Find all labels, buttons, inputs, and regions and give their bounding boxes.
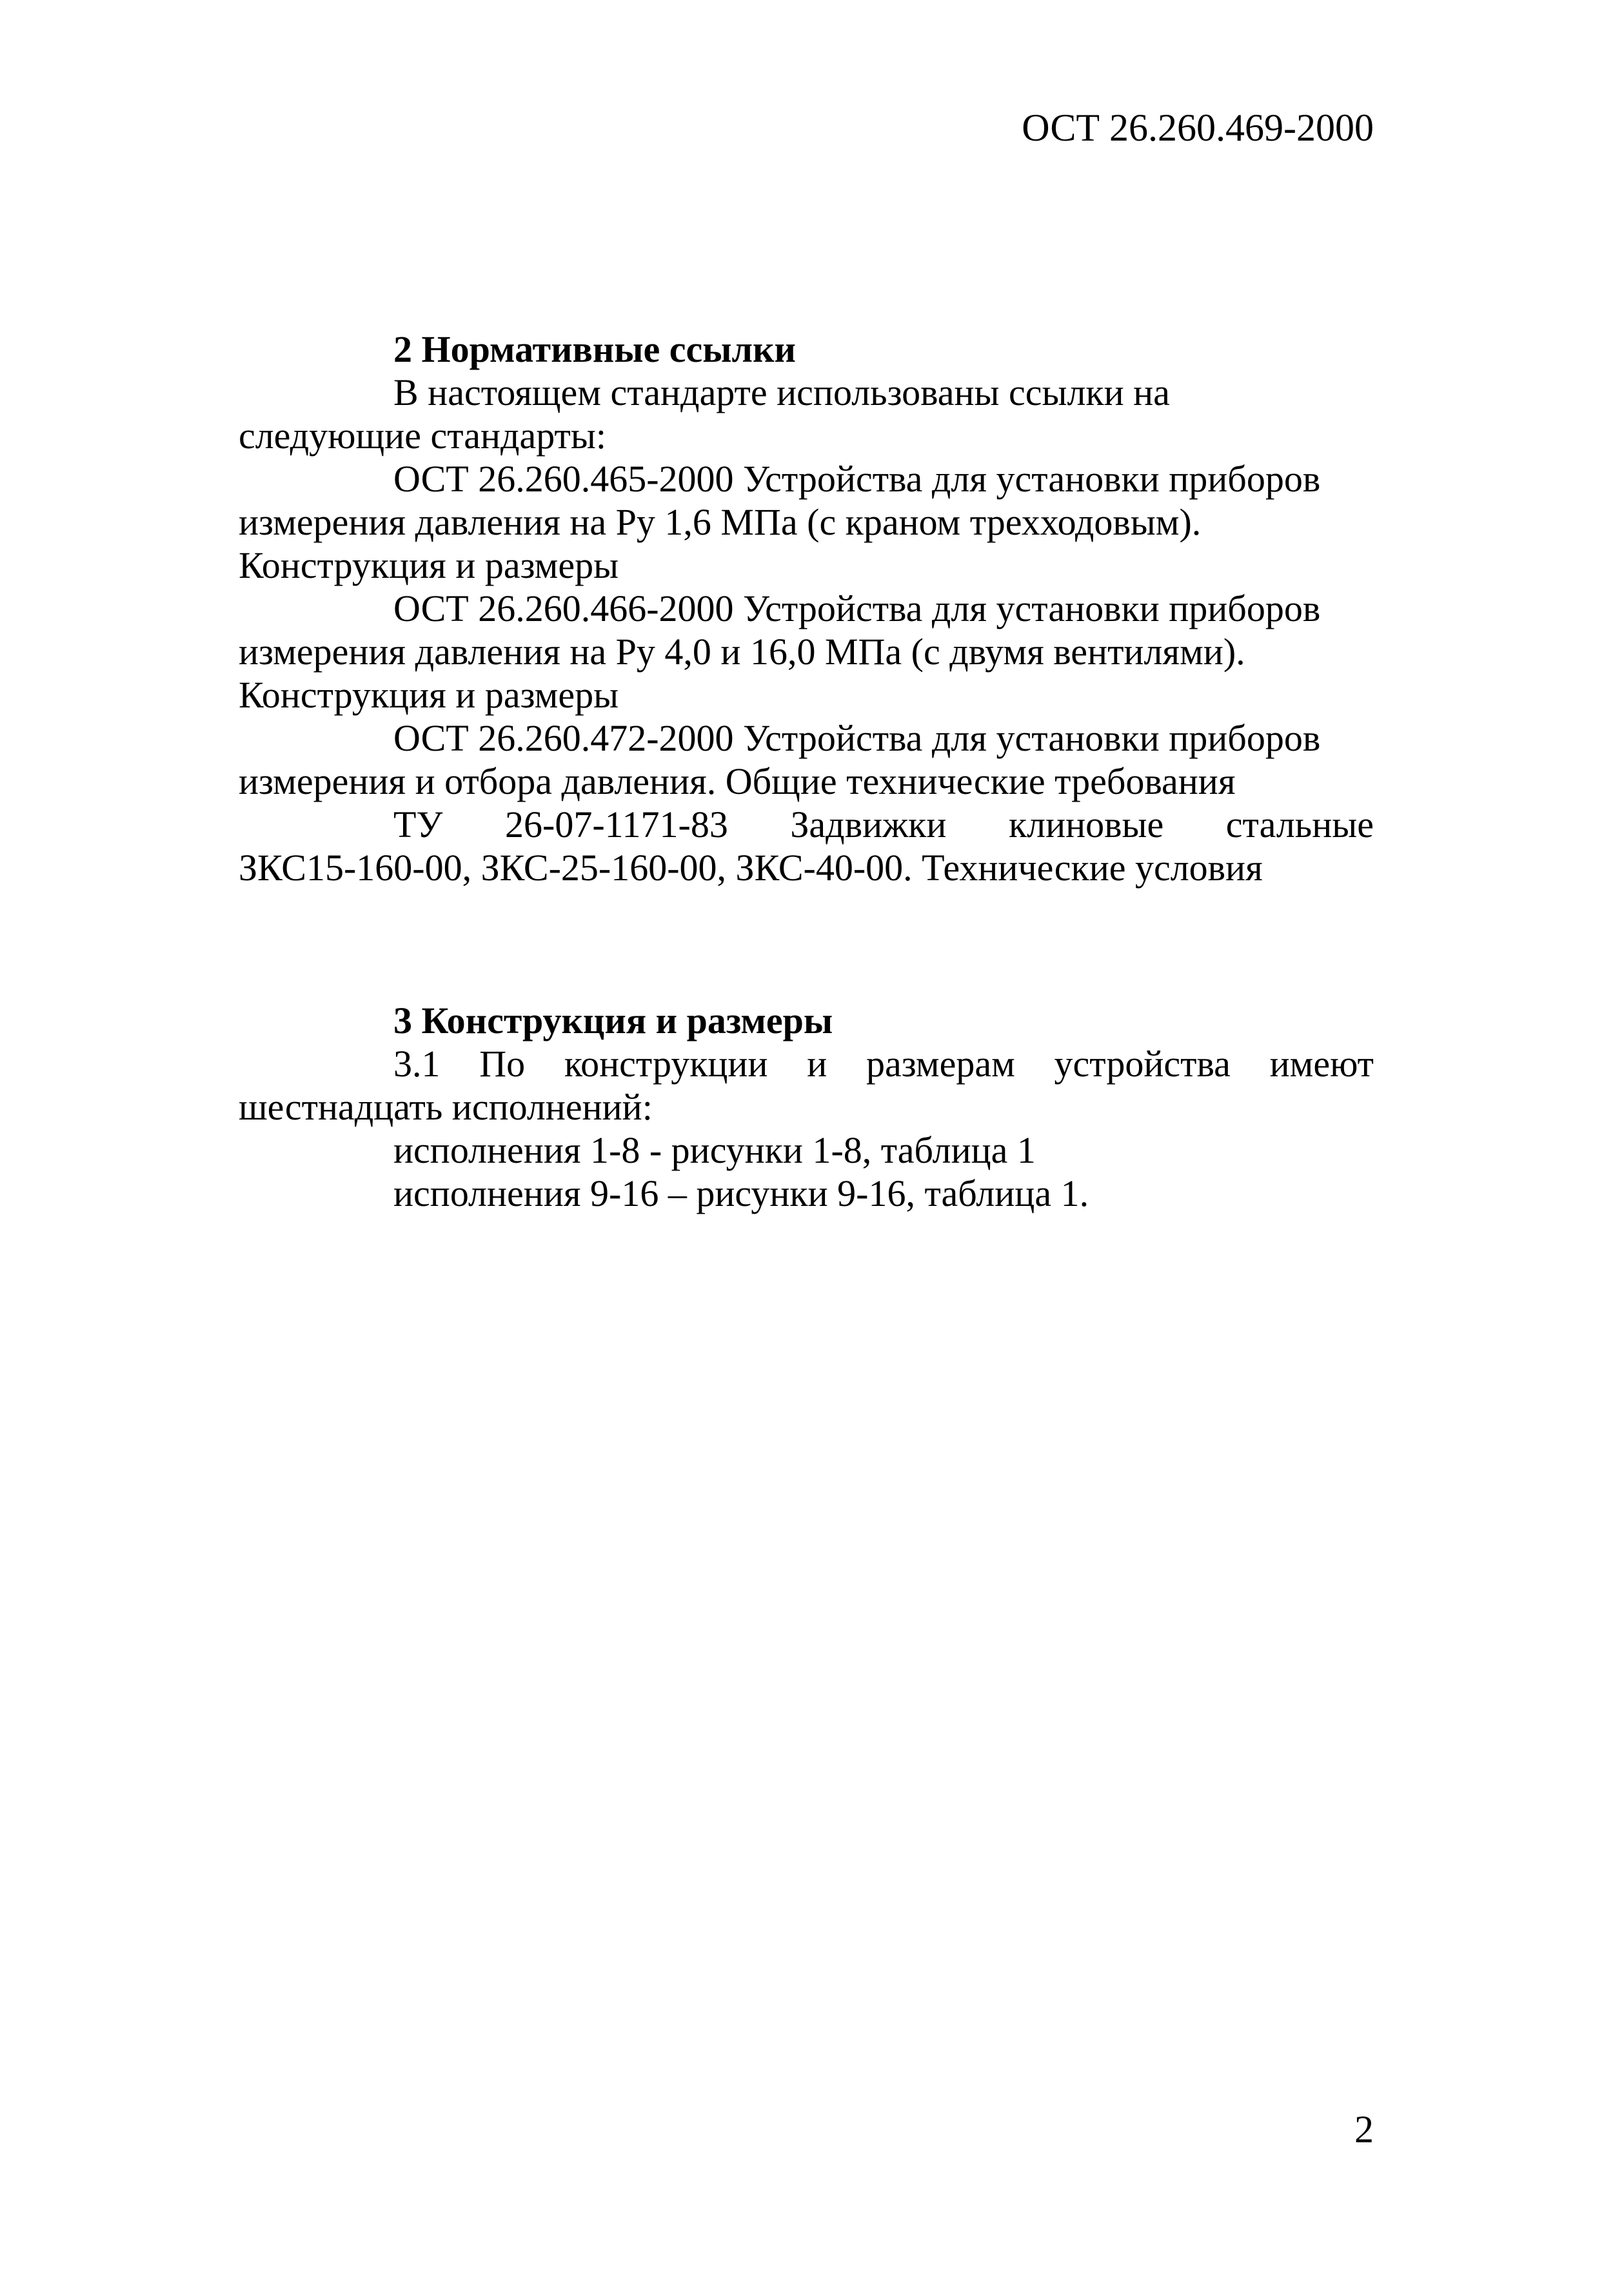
reference-2-line-1: ОСТ 26.260.466-2000 Устройства для установки приборов — [393, 587, 1321, 629]
reference-3-line-2: измерения и отбора давления. Общие технические требования — [239, 760, 1236, 802]
section-2-heading: 2 Нормативные ссылки — [393, 328, 796, 370]
section-3-paragraph-line-1: 3.1 По конструкции и размерам устройства имеют — [393, 1043, 1374, 1085]
page-number: 2 — [1354, 2108, 1374, 2151]
reference-4-line-1: ТУ 26-07-1171-83 Задвижки клиновые стальные — [393, 804, 1374, 845]
section-2-intro-line-2: следующие стандарты: — [239, 415, 606, 457]
variant-list-item-1: исполнения 1-8 - рисунки 1-8, таблица 1 — [393, 1129, 1036, 1171]
section-spacer — [239, 889, 1374, 999]
section-3-heading: 3 Конструкция и размеры — [393, 1000, 833, 1041]
reference-1-line-3: Конструкция и размеры — [239, 544, 619, 586]
section-3-paragraph-line-2: шестнадцать исполнений: — [239, 1086, 653, 1128]
reference-1-line-2: измерения давления на Ру 1,6 МПа (с краном трехходовым). — [239, 501, 1202, 543]
section-2-intro-line-1: В настоящем стандарте использованы ссылки на — [393, 371, 1170, 413]
reference-1-line-1: ОСТ 26.260.465-2000 Устройства для установки приборов — [393, 458, 1321, 500]
reference-4-line-2: ЗКС15-160-00, ЗКС-25-160-00, ЗКС-40-00. Технические условия — [239, 847, 1263, 889]
reference-3-line-1: ОСТ 26.260.472-2000 Устройства для установки приборов — [393, 717, 1321, 759]
reference-2-line-2: измерения давления на Ру 4,0 и 16,0 МПа (с двумя вентилями). — [239, 631, 1245, 673]
reference-2-line-3: Конструкция и размеры — [239, 674, 619, 716]
page-body — [239, 328, 1374, 1215]
variant-list-item-2: исполнения 9-16 – рисунки 9-16, таблица 1. — [393, 1172, 1089, 1214]
document-code-header: ОСТ 26.260.469-2000 — [1022, 106, 1374, 149]
